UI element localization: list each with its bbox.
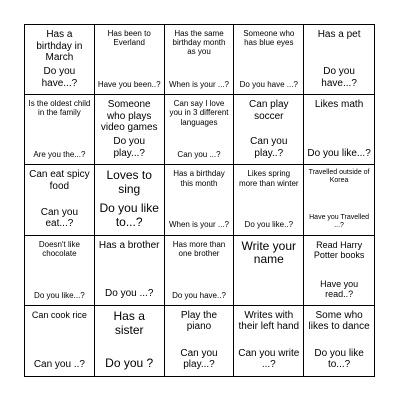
bingo-cell-question: Do you like to...? (314, 347, 364, 371)
bingo-cell[interactable] (234, 95, 304, 165)
bingo-cell-prompt: Can play soccer (249, 99, 289, 122)
bingo-cell-question: Can you write ...? (238, 347, 300, 371)
bingo-cell-prompt: Someone who has blue eyes (243, 29, 295, 48)
bingo-cell-prompt: Someone who plays video games (100, 99, 158, 134)
bingo-cell-question: Do you ? (105, 356, 154, 371)
bingo-cell-prompt: Has more than one brother (172, 239, 226, 258)
bingo-cell[interactable] (234, 236, 304, 306)
bingo-cell[interactable] (304, 95, 374, 165)
bingo-cell[interactable] (95, 306, 165, 376)
bingo-cell-question: Do you play...? (113, 136, 146, 159)
bingo-cell[interactable] (304, 25, 374, 95)
bingo-cell[interactable] (234, 165, 304, 235)
bingo-cell-question: Do you like...? (34, 290, 85, 300)
bingo-cell-prompt: Read Harry Potter books (313, 239, 365, 260)
bingo-cell-prompt: Doesn't like chocolate (38, 239, 80, 258)
bingo-cell-question: Do you have ...? (239, 80, 298, 89)
bingo-cell[interactable] (25, 25, 95, 95)
bingo-cell-prompt: Has a pet (317, 29, 361, 40)
bingo-cell-question: Do you have..? (172, 290, 226, 300)
bingo-cell[interactable] (234, 25, 304, 95)
bingo-grid (24, 24, 375, 377)
bingo-cell[interactable] (25, 236, 95, 306)
bingo-cell-question: Have you read..? (320, 279, 359, 300)
bingo-cell-prompt: Has a birthday this month (173, 169, 225, 188)
bingo-cell-question: Are you the...? (33, 150, 86, 160)
bingo-cell[interactable] (234, 306, 304, 376)
bingo-cell-prompt: Likes spring more than winter (238, 169, 299, 188)
bingo-cell-prompt: Can say I love you in 3 different languages (169, 99, 229, 127)
bingo-cell-prompt: Has a brother (98, 239, 160, 251)
bingo-cell[interactable] (304, 165, 374, 235)
bingo-cell[interactable] (95, 236, 165, 306)
bingo-cell[interactable] (25, 95, 95, 165)
bingo-cell-prompt: Likes math (314, 99, 364, 111)
bingo-cell[interactable] (95, 95, 165, 165)
bingo-cell[interactable] (304, 236, 374, 306)
bingo-cell-prompt: Travelled outside of Korea (308, 169, 370, 185)
bingo-cell-prompt: Has a sister (113, 308, 145, 337)
bingo-cell-question: Do you have...? (41, 66, 78, 89)
bingo-cell[interactable] (25, 306, 95, 376)
bingo-cell-prompt: Has the same birthday month as you (172, 29, 226, 57)
bingo-cell[interactable] (165, 236, 235, 306)
bingo-cell-prompt: Writes with their left hand (238, 309, 300, 333)
bingo-cell[interactable] (165, 165, 235, 235)
bingo-cell-question: Can you play..? (250, 136, 288, 159)
bingo-cell-prompt: Can eat spicy food (29, 169, 90, 192)
bingo-cell-prompt: Play the piano (180, 309, 218, 333)
bingo-cell[interactable] (95, 165, 165, 235)
bingo-cell-question: Can you ..? (33, 359, 85, 371)
bingo-cell-question: When is your ...? (168, 220, 229, 230)
bingo-cell-prompt: Write your name (241, 238, 297, 267)
bingo-cell-question: Have you been..? (97, 80, 161, 89)
bingo-cell-question: Do you like..? (244, 220, 294, 230)
bingo-cell[interactable] (165, 25, 235, 95)
bingo-cell[interactable] (165, 306, 235, 376)
bingo-cell[interactable] (25, 165, 95, 235)
bingo-cell-question: Do you like...? (307, 147, 371, 159)
bingo-cell-prompt: Has been to Everland (107, 29, 151, 48)
bingo-cell[interactable] (304, 306, 374, 376)
bingo-cell-prompt: Some who likes to dance (308, 309, 370, 333)
bingo-cell-question: Can you play...? (180, 347, 218, 371)
bingo-cell-question: Do you have...? (321, 66, 357, 89)
bingo-cell-prompt: Loves to sing (106, 168, 152, 197)
bingo-cell[interactable] (95, 25, 165, 95)
bingo-cell-question: Can you eat...? (40, 206, 79, 230)
bingo-cell-question: Have you Travelled ...? (309, 213, 370, 229)
bingo-cell-question: Do you ...? (105, 288, 154, 300)
bingo-cell-question: Do you like to...? (99, 201, 159, 229)
bingo-cell-question: When is your ...? (168, 80, 229, 89)
bingo-cell-prompt: Has a birthday in March (36, 29, 83, 63)
bingo-cell-prompt: Can cook rice (31, 309, 87, 320)
bingo-cell[interactable] (165, 95, 235, 165)
bingo-cell-question: Can you ...? (177, 150, 221, 160)
bingo-cell-prompt: Is the oldest child in the family (28, 99, 91, 118)
